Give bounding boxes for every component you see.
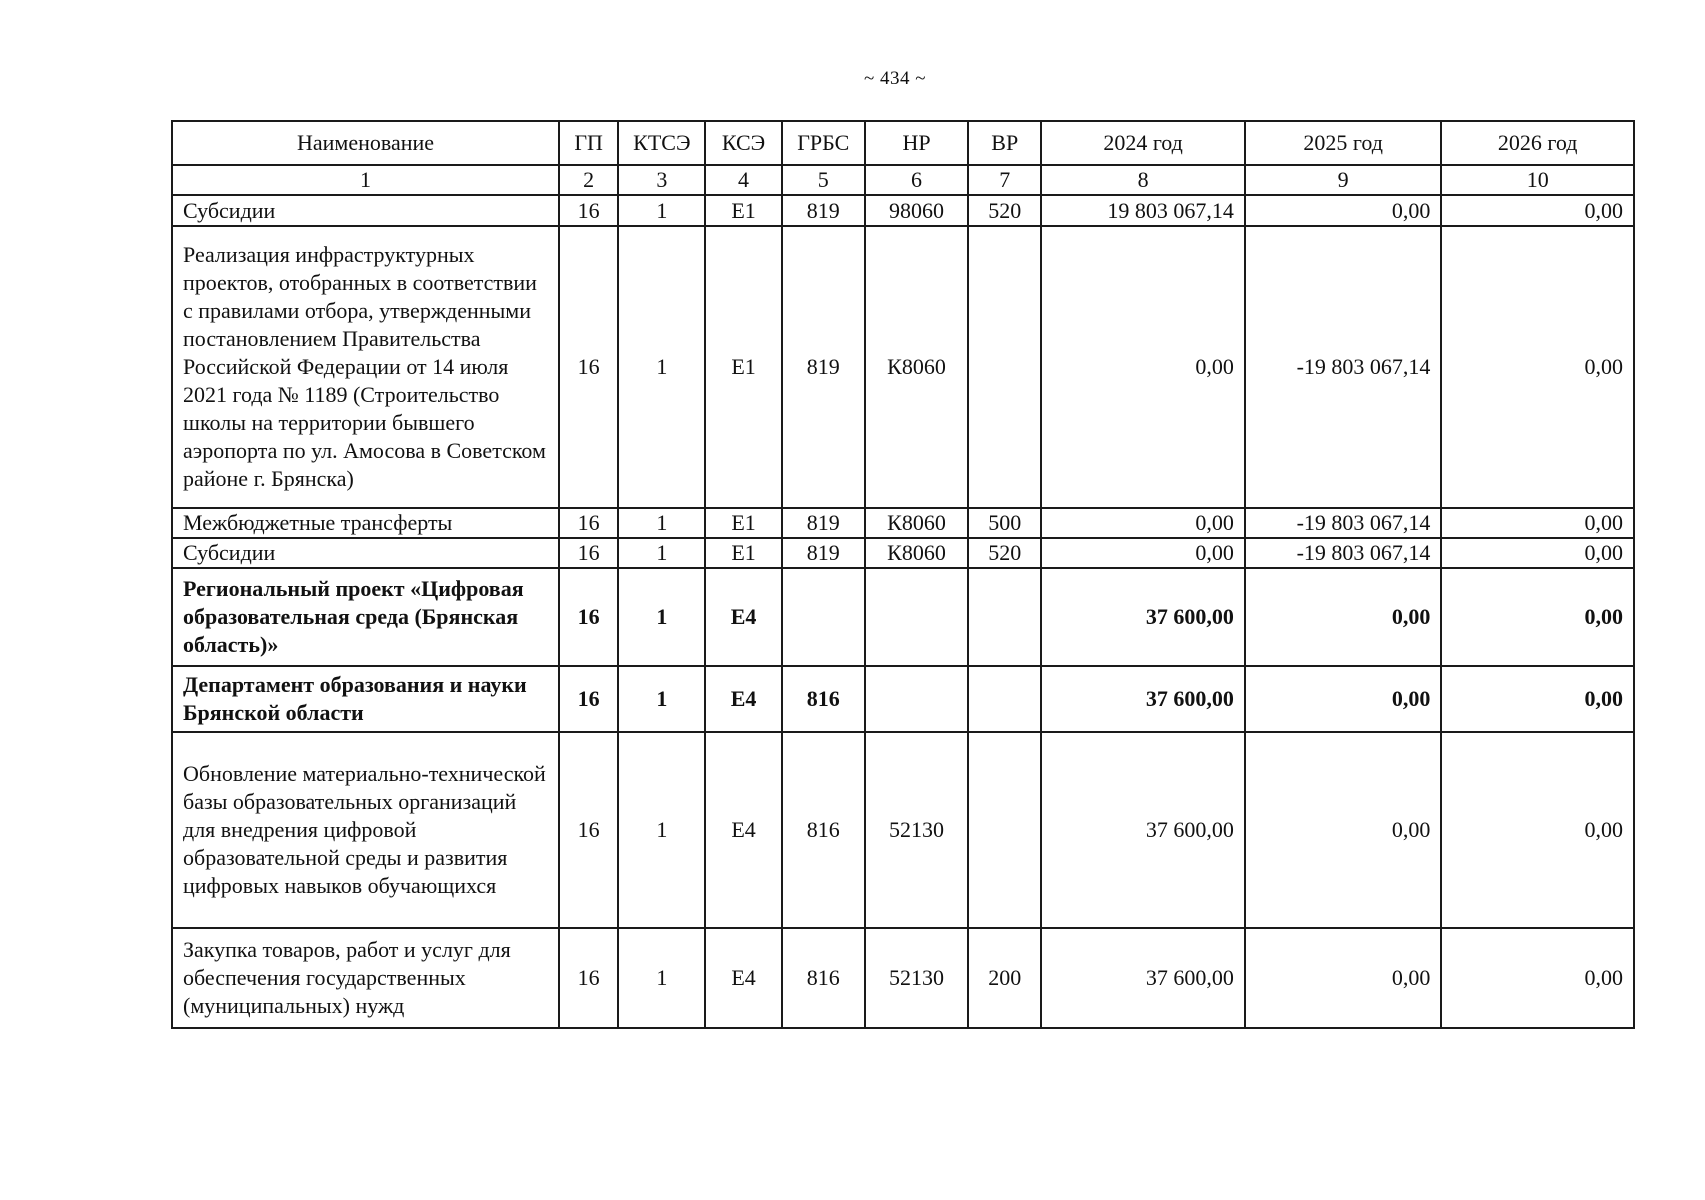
row-grbs-cell: 819 [782, 508, 865, 538]
row-gp-cell: 16 [559, 538, 618, 568]
row-grbs-cell [782, 568, 865, 666]
header-2024: 2024 год [1041, 121, 1245, 165]
row-2024-cell: 0,00 [1041, 508, 1245, 538]
row-2025-cell: 0,00 [1245, 568, 1442, 666]
row-2026-cell: 0,00 [1441, 568, 1634, 666]
row-kse-cell: Е1 [705, 226, 781, 508]
row-gp-cell: 16 [559, 508, 618, 538]
column-number: 3 [618, 165, 705, 195]
column-number: 6 [865, 165, 968, 195]
row-nr-cell [865, 568, 968, 666]
row-2024-cell: 37 600,00 [1041, 568, 1245, 666]
row-grbs-cell: 819 [782, 226, 865, 508]
header-ktse: КТСЭ [618, 121, 705, 165]
row-grbs-cell: 819 [782, 538, 865, 568]
budget-table [171, 120, 1635, 1029]
row-grbs-cell: 816 [782, 732, 865, 928]
row-nr-cell: 52130 [865, 928, 968, 1028]
row-nr-cell [865, 666, 968, 732]
row-2024-cell: 0,00 [1041, 226, 1245, 508]
column-number: 7 [968, 165, 1041, 195]
row-nr-cell: К8060 [865, 226, 968, 508]
header-grbs: ГРБС [782, 121, 865, 165]
row-2026-cell: 0,00 [1441, 732, 1634, 928]
table-row [172, 195, 1634, 226]
row-name-cell: Обновление материально-технической базы образовательных организаций для внедрения цифровой образовательной среды и развития цифровых навыков обучающихся [172, 732, 559, 928]
row-grbs-cell: 816 [782, 928, 865, 1028]
row-2026-cell: 0,00 [1441, 195, 1634, 226]
table-row [172, 928, 1634, 1028]
row-vr-cell [968, 568, 1041, 666]
column-number: 5 [782, 165, 865, 195]
row-vr-cell: 200 [968, 928, 1041, 1028]
row-2025-cell: -19 803 067,14 [1245, 508, 1442, 538]
row-2024-cell: 37 600,00 [1041, 732, 1245, 928]
row-ktse-cell: 1 [618, 928, 705, 1028]
row-vr-cell [968, 732, 1041, 928]
row-2025-cell: 0,00 [1245, 195, 1442, 226]
page-number: ~ 434 ~ [863, 68, 927, 89]
row-name-cell: Субсидии [172, 538, 559, 568]
row-grbs-cell: 816 [782, 666, 865, 732]
row-name-cell: Реализация инфраструктурных проектов, отобранных в соответствии с правилами отбора, утвержденными постановлением Правительства Российской Федерации от 14 июля 2021 года № 1189 (Строительство школы на территории бывшего аэропорта по ул. Амосова в Советском районе г. Брянска) [172, 226, 559, 508]
header-name: Наименование [172, 121, 559, 165]
row-kse-cell: Е4 [705, 666, 781, 732]
row-2026-cell: 0,00 [1441, 666, 1634, 732]
row-2025-cell: -19 803 067,14 [1245, 226, 1442, 508]
header-vr: ВР [968, 121, 1041, 165]
row-2026-cell: 0,00 [1441, 226, 1634, 508]
header-2026: 2026 год [1441, 121, 1634, 165]
row-2024-cell: 19 803 067,14 [1041, 195, 1245, 226]
row-2024-cell: 37 600,00 [1041, 666, 1245, 732]
row-2024-cell: 0,00 [1041, 538, 1245, 568]
row-gp-cell: 16 [559, 732, 618, 928]
row-2026-cell: 0,00 [1441, 538, 1634, 568]
row-2025-cell: 0,00 [1245, 666, 1442, 732]
row-gp-cell: 16 [559, 195, 618, 226]
row-vr-cell: 520 [968, 195, 1041, 226]
row-ktse-cell: 1 [618, 538, 705, 568]
row-2026-cell: 0,00 [1441, 508, 1634, 538]
row-ktse-cell: 1 [618, 195, 705, 226]
row-ktse-cell: 1 [618, 732, 705, 928]
row-name-cell: Закупка товаров, работ и услуг для обеспечения государственных (муниципальных) нужд [172, 928, 559, 1028]
row-kse-cell: Е1 [705, 195, 781, 226]
table-row [172, 568, 1634, 666]
row-ktse-cell: 1 [618, 226, 705, 508]
row-ktse-cell: 1 [618, 666, 705, 732]
row-grbs-cell: 819 [782, 195, 865, 226]
row-kse-cell: Е4 [705, 732, 781, 928]
row-gp-cell: 16 [559, 666, 618, 732]
table-row [172, 666, 1634, 732]
row-gp-cell: 16 [559, 928, 618, 1028]
row-2025-cell: 0,00 [1245, 732, 1442, 928]
row-2025-cell: -19 803 067,14 [1245, 538, 1442, 568]
header-row [172, 121, 1634, 165]
row-vr-cell: 500 [968, 508, 1041, 538]
table-row [172, 226, 1634, 508]
column-number: 1 [172, 165, 559, 195]
column-number: 10 [1441, 165, 1634, 195]
row-nr-cell: 98060 [865, 195, 968, 226]
row-nr-cell: К8060 [865, 508, 968, 538]
header-nr: НР [865, 121, 968, 165]
row-gp-cell: 16 [559, 568, 618, 666]
column-number: 4 [705, 165, 781, 195]
row-ktse-cell: 1 [618, 568, 705, 666]
row-name-cell: Субсидии [172, 195, 559, 226]
row-ktse-cell: 1 [618, 508, 705, 538]
table-row [172, 732, 1634, 928]
row-name-cell: Департамент образования и науки Брянской области [172, 666, 559, 732]
row-kse-cell: Е4 [705, 928, 781, 1028]
row-nr-cell: 52130 [865, 732, 968, 928]
row-vr-cell [968, 226, 1041, 508]
row-kse-cell: Е4 [705, 568, 781, 666]
row-2025-cell: 0,00 [1245, 928, 1442, 1028]
row-name-cell: Региональный проект «Цифровая образовательная среда (Брянская область)» [172, 568, 559, 666]
table-row [172, 508, 1634, 538]
row-vr-cell [968, 666, 1041, 732]
row-nr-cell: К8060 [865, 538, 968, 568]
column-number-row [172, 165, 1634, 195]
header-2025: 2025 год [1245, 121, 1442, 165]
column-number: 2 [559, 165, 618, 195]
row-kse-cell: Е1 [705, 538, 781, 568]
header-gp: ГП [559, 121, 618, 165]
row-name-cell: Межбюджетные трансферты [172, 508, 559, 538]
column-number: 9 [1245, 165, 1442, 195]
table-row [172, 538, 1634, 568]
row-gp-cell: 16 [559, 226, 618, 508]
row-2026-cell: 0,00 [1441, 928, 1634, 1028]
row-vr-cell: 520 [968, 538, 1041, 568]
header-kse: КСЭ [705, 121, 781, 165]
row-kse-cell: Е1 [705, 508, 781, 538]
column-number: 8 [1041, 165, 1245, 195]
row-2024-cell: 37 600,00 [1041, 928, 1245, 1028]
